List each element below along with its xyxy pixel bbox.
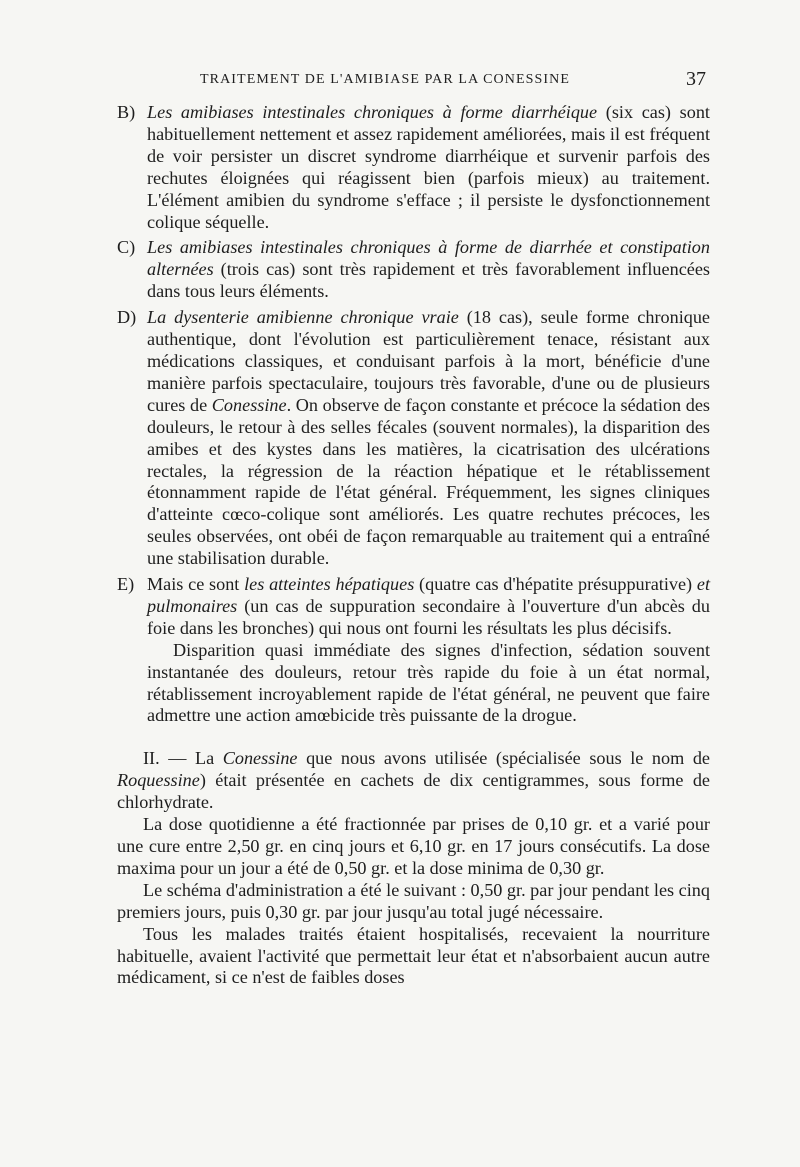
italic-phrase: Les amibiases intestinales chroniques à forme diarrhéique	[147, 102, 598, 122]
italic-phrase: Les amibiases intestinales chroniques à forme de diarrhée et constipation alternées	[147, 237, 710, 280]
item-text: Les amibiases intestinales chroniques à forme diarrhéique (six cas) sont habituellement nettement et assez rapidement améliorées, mais il est fréquent de voir persister un discret syndrome diarrhéique et survenir parfois des rechutes éloignées qui réagissent bien (parfois mieux) au traitement. L'élément amibien du syndrome s'efface ; il persiste le dysfonctionnement colique séquelle.	[147, 102, 710, 232]
italic-phrase: et pulmonaires	[147, 574, 711, 616]
italic-drug-name: Conessine	[222, 748, 298, 769]
italic-phrase: les atteintes hépatiques	[244, 574, 415, 595]
italic-drug-name: Conessine	[211, 394, 287, 415]
italic-phrase: La dysenterie amibienne chronique vraie	[147, 307, 459, 328]
page-number: 37	[686, 68, 706, 90]
list-item-d	[117, 307, 710, 570]
running-title: TRAITEMENT DE L'AMIBIASE PAR LA CONESSINE	[200, 72, 571, 87]
list-item-c	[117, 237, 710, 303]
item-text: Les amibiases intestinales chroniques à forme de diarrhée et constipation alternées (trois cas) sont très rapidement et très favorablement influencées dans tous leurs éléments.	[147, 237, 710, 302]
item-letter: E)	[117, 574, 135, 595]
item-text: La dysenterie amibienne chronique vraie (18 cas), seule forme chronique authentique, dont l'évolution est particulièrement tenace, résistant aux médications classiques, et conduisant parfois à la mort, bénéficie d'une manière parfois spectaculaire, toujours très favorable, d'une ou de plusieurs cures de Conessine. On observe de façon constante et précoce la sédation des douleurs, le retour à des selles fécales (souvent normales), la disparition des amibes et des kystes dans les matières, la cicatrisation des ulcérations rectales, la régression de la réaction hépatique et le rétablissement étonnamment rapide de l'état général. Fréquemment, les signes cliniques d'atteinte cœco-colique sont améliorés. Les quatre rechutes précoces, les seules observées, ont obéi de façon remarquable au traitement qui a entraîné une stabilisation durable.	[147, 307, 711, 569]
italic-brand-name: Roquessine	[117, 770, 200, 791]
paragraph: La dose quotidienne a été fractionnée par prises de 0,10 gr. et a varié pour une cure entre 2,50 gr. en cinq jours et 6,10 gr. en 17 jours consécutifs. La dose maxima pour un jour a été de 0,50 gr. et la dose minima de 0,30 gr.	[117, 814, 710, 878]
item-text: Mais ce sont les atteintes hépatiques (quatre cas d'hépatite présuppurative) et pulmonaires (un cas de suppuration secondaire à l'ouverture d'un abcès du foie dans les bronches) qui nous ont fourni les résultats les plus décisifs.	[147, 574, 711, 638]
item-letter: B)	[117, 102, 136, 122]
list-item-b	[117, 102, 710, 233]
item-letter: C)	[117, 237, 136, 258]
section-lead-paragraph: II. — La Conessine que nous avons utilisée (spécialisée sous le nom de Roquessine) était présentée en cachets de dix centigrammes, sous forme de chlorhydrate.	[117, 748, 710, 813]
item-letter: D)	[117, 307, 137, 328]
item-paragraph: Disparition quasi immédiate des signes d'infection, sédation souvent instantanée des douleurs, retour très rapide du foie à un état normal, rétablissement incroyablement rapide de l'état général, ne peuvent que faire admettre une action amœbicide très puissante de la drogue.	[147, 639, 710, 726]
page-header	[0, 70, 800, 94]
body-text	[117, 102, 710, 989]
list-item-e	[117, 574, 710, 727]
section-ii	[117, 748, 710, 989]
paragraph: Tous les malades traités étaient hospitalisés, recevaient la nourriture habituelle, avaient l'activité que permettait leur état et n'absorbaient aucun autre médicament, si ce n'est de faibles doses	[117, 923, 710, 988]
paragraph: Le schéma d'administration a été le suivant : 0,50 gr. par jour pendant les cinq premiers jours, puis 0,30 gr. par jour jusqu'au total jugé nécessaire.	[117, 879, 710, 922]
